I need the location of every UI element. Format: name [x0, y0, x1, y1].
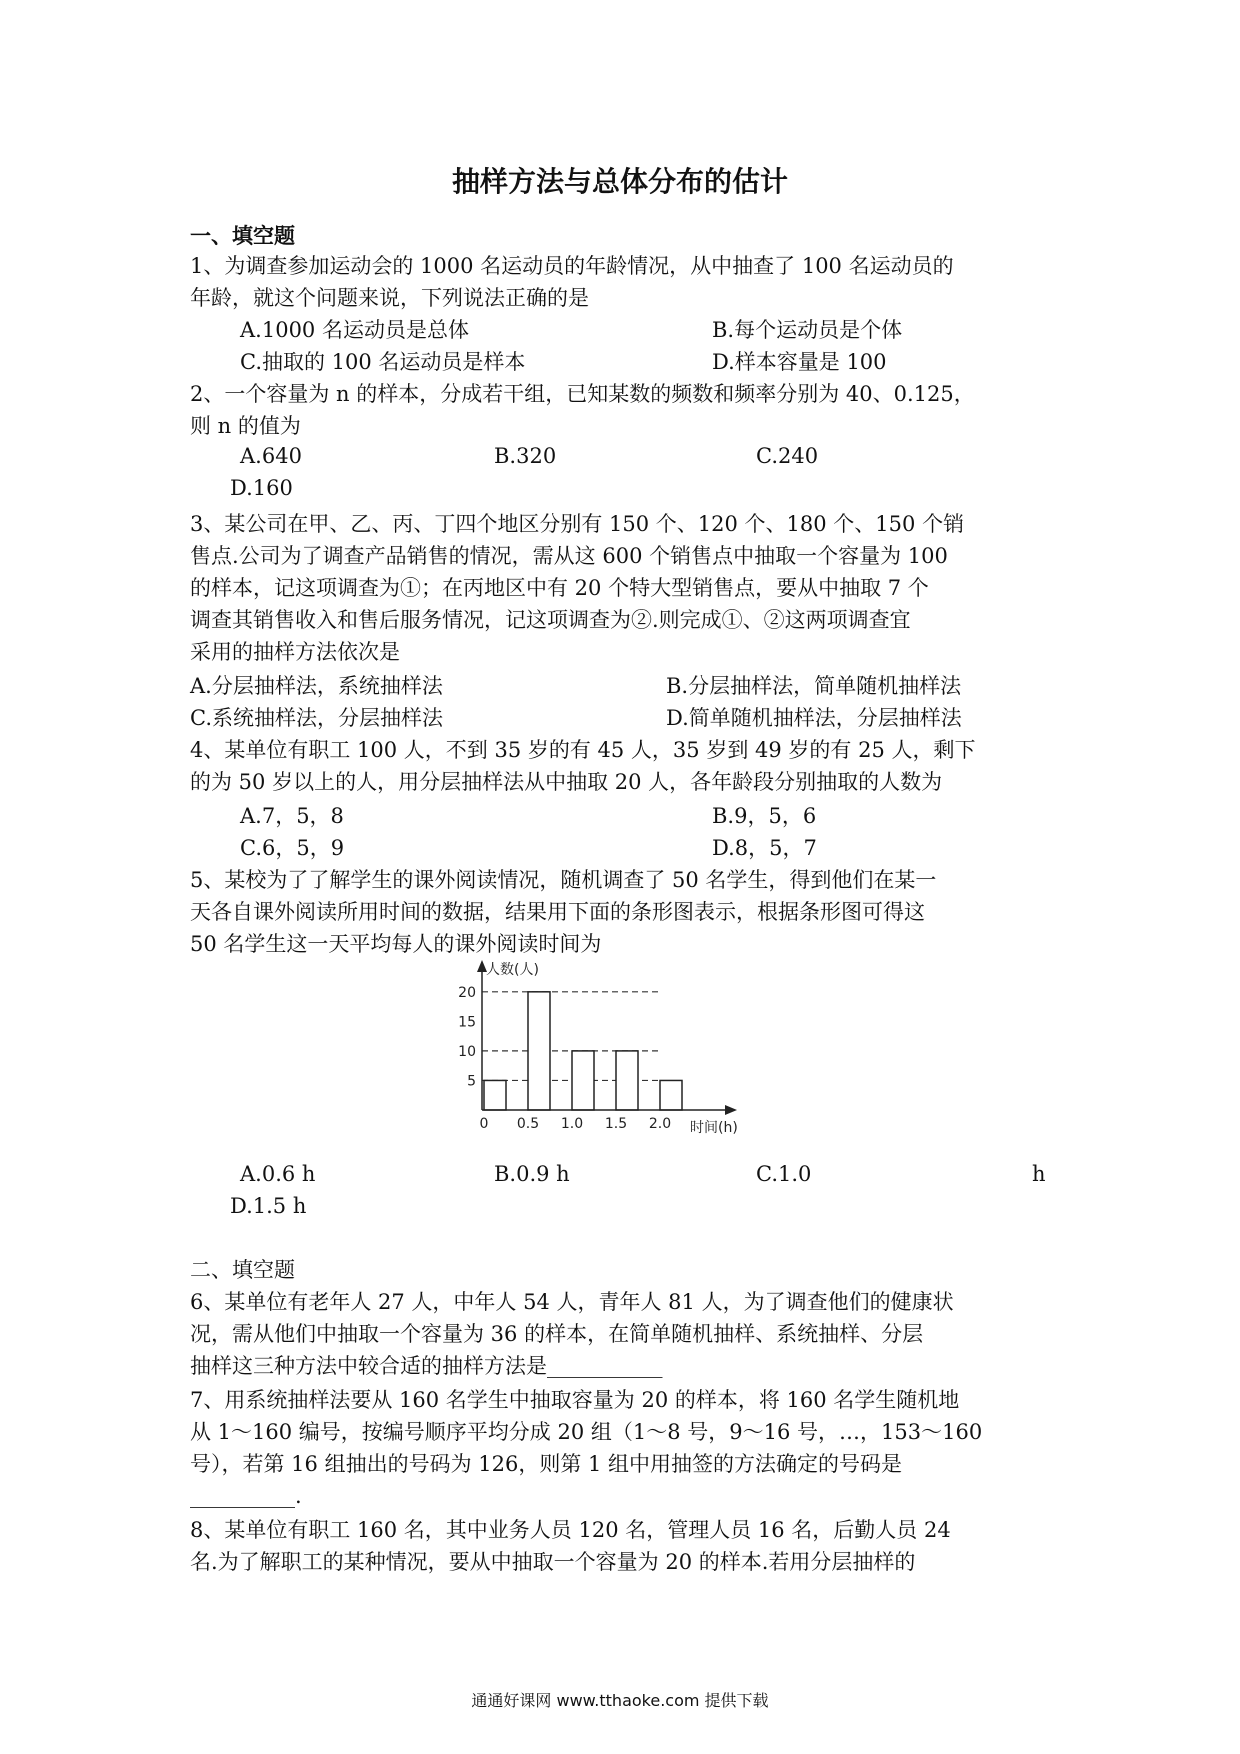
q7-line-2: 从 1～160 编号，按编号顺序平均分成 20 组（1～8 号，9～16 号，…，153～160 — [190, 1420, 983, 1444]
q7-line-1: 7、用系统抽样法要从 160 名学生中抽取容量为 20 的样本，将 160 名学生随机地 — [190, 1388, 960, 1412]
q4-option-d: D.8，5，7 — [712, 836, 817, 860]
q5-option-c-unit: h — [1032, 1162, 1046, 1186]
q4-line-2: 的为 50 岁以上的人，用分层抽样法从中抽取 20 人，各年龄段分别抽取的人数为 — [190, 770, 943, 794]
q5-line-1: 5、某校为了了解学生的课外阅读情况，随机调查了 50 名学生，得到他们在某一 — [190, 868, 937, 892]
page-title: 抽样方法与总体分布的估计 — [451, 165, 788, 198]
q7-line-4: __________. — [190, 1484, 302, 1508]
q8-line-2: 名.为了解职工的某种情况，要从中抽取一个容量为 20 的样本.若用分层抽样的 — [190, 1550, 916, 1574]
q6-line-1: 6、某单位有老年人 27 人，中年人 54 人，青年人 81 人，为了调查他们的健康状 — [190, 1290, 954, 1314]
q1-line-1: 1、为调查参加运动会的 1000 名运动员的年龄情况，从中抽查了 100 名运动员的 — [190, 254, 954, 278]
q2-line-1: 2、一个容量为 n 的样本，分成若干组，已知某数的频数和频率分别为 40、0.125， — [190, 382, 975, 406]
x-tick-label: 1.5 — [604, 1116, 628, 1132]
chart-bar — [484, 1080, 506, 1110]
q3-line-4: 调查其销售收入和售后服务情况，记这项调查为②.则完成①、②这两项调查宜 — [190, 608, 911, 632]
q3-line-5: 采用的抽样方法依次是 — [190, 640, 400, 664]
section-heading-2: 二、填空题 — [190, 1258, 295, 1282]
x-tick-label: 0 — [479, 1116, 489, 1132]
q1-option-d: D.样本容量是 100 — [712, 350, 887, 374]
q2-option-b: B.320 — [494, 444, 557, 468]
q6-line-3: 抽样这三种方法中较合适的抽样方法是___________ — [190, 1354, 663, 1378]
y-axis-label: 人数(人) — [486, 962, 539, 978]
x-axis-label: 时间(h) — [690, 1120, 738, 1136]
q4-option-c: C.6，5，9 — [240, 836, 345, 860]
q1-line-2: 年龄，就这个问题来说，下列说法正确的是 — [190, 286, 589, 310]
q4-line-1: 4、某单位有职工 100 人，不到 35 岁的有 45 人，35 岁到 49 岁的有 25 人，剩下 — [190, 738, 976, 762]
x-axis-arrow-icon — [725, 1105, 737, 1115]
q2-option-d: D.160 — [230, 476, 293, 500]
x-tick-label: 0.5 — [516, 1116, 540, 1132]
q5-option-a: A.0.6 h — [240, 1162, 316, 1186]
x-tick-label: 1.0 — [560, 1116, 584, 1132]
y-tick-label: 20 — [458, 984, 476, 1001]
q2-line-2: 则 n 的值为 — [190, 414, 301, 438]
q5-line-2: 天各自课外阅读所用时间的数据，结果用下面的条形图表示，根据条形图可得这 — [190, 900, 925, 924]
chart-bar — [616, 1051, 638, 1110]
q3-option-a: A.分层抽样法，系统抽样法 — [190, 674, 443, 698]
chart-bar — [660, 1080, 682, 1110]
q2-option-c: C.240 — [756, 444, 819, 468]
q3-line-1: 3、某公司在甲、乙、丙、丁四个地区分别有 150 个、120 个、180 个、150 个销 — [190, 512, 965, 536]
q5-option-b: B.0.9 h — [494, 1162, 570, 1186]
q5-option-c: C.1.0 — [756, 1162, 812, 1186]
q7-line-3: 号），若第 16 组抽出的号码为 126，则第 1 组中用抽签的方法确定的号码是 — [190, 1452, 903, 1476]
q2-option-a: A.640 — [240, 444, 302, 468]
chart-bar — [572, 1051, 594, 1110]
chart-bar — [528, 992, 550, 1110]
q8-line-1: 8、某单位有职工 160 名，其中业务人员 120 名，管理人员 16 名，后勤人员 24 — [190, 1518, 951, 1542]
q4-option-b: B.9，5，6 — [712, 804, 817, 828]
q5-line-3: 50 名学生这一天平均每人的课外阅读时间为 — [190, 932, 602, 956]
q3-line-3: 的样本，记这项调查为①；在丙地区中有 20 个特大型销售点，要从中抽取 7 个 — [190, 576, 929, 600]
q1-option-c: C.抽取的 100 名运动员是样本 — [240, 350, 526, 374]
q4-option-a: A.7，5，8 — [240, 804, 344, 828]
y-tick-label: 15 — [458, 1014, 476, 1031]
q3-line-2: 售点.公司为了调查产品销售的情况，需从这 600 个销售点中抽取一个容量为 100 — [190, 544, 948, 568]
q1-option-a: A.1000 名运动员是总体 — [240, 318, 469, 342]
q3-option-d: D.简单随机抽样法，分层抽样法 — [666, 706, 962, 730]
section-heading-1: 一、填空题 — [190, 224, 295, 248]
q3-option-c: C.系统抽样法，分层抽样法 — [190, 706, 443, 730]
page-footer: 通通好课网 www.tthaoke.com 提供下载 — [471, 1691, 769, 1710]
x-tick-label: 2.0 — [648, 1116, 672, 1132]
q3-option-b: B.分层抽样法，简单随机抽样法 — [666, 674, 962, 698]
q5-option-d: D.1.5 h — [230, 1194, 307, 1218]
y-tick-label: 5 — [467, 1073, 476, 1090]
y-tick-label: 10 — [458, 1043, 476, 1060]
reading-time-bar-chart — [450, 960, 790, 1150]
q1-option-b: B.每个运动员是个体 — [712, 318, 903, 342]
q6-line-2: 况，需从他们中抽取一个容量为 36 的样本，在简单随机抽样、系统抽样、分层 — [190, 1322, 924, 1346]
